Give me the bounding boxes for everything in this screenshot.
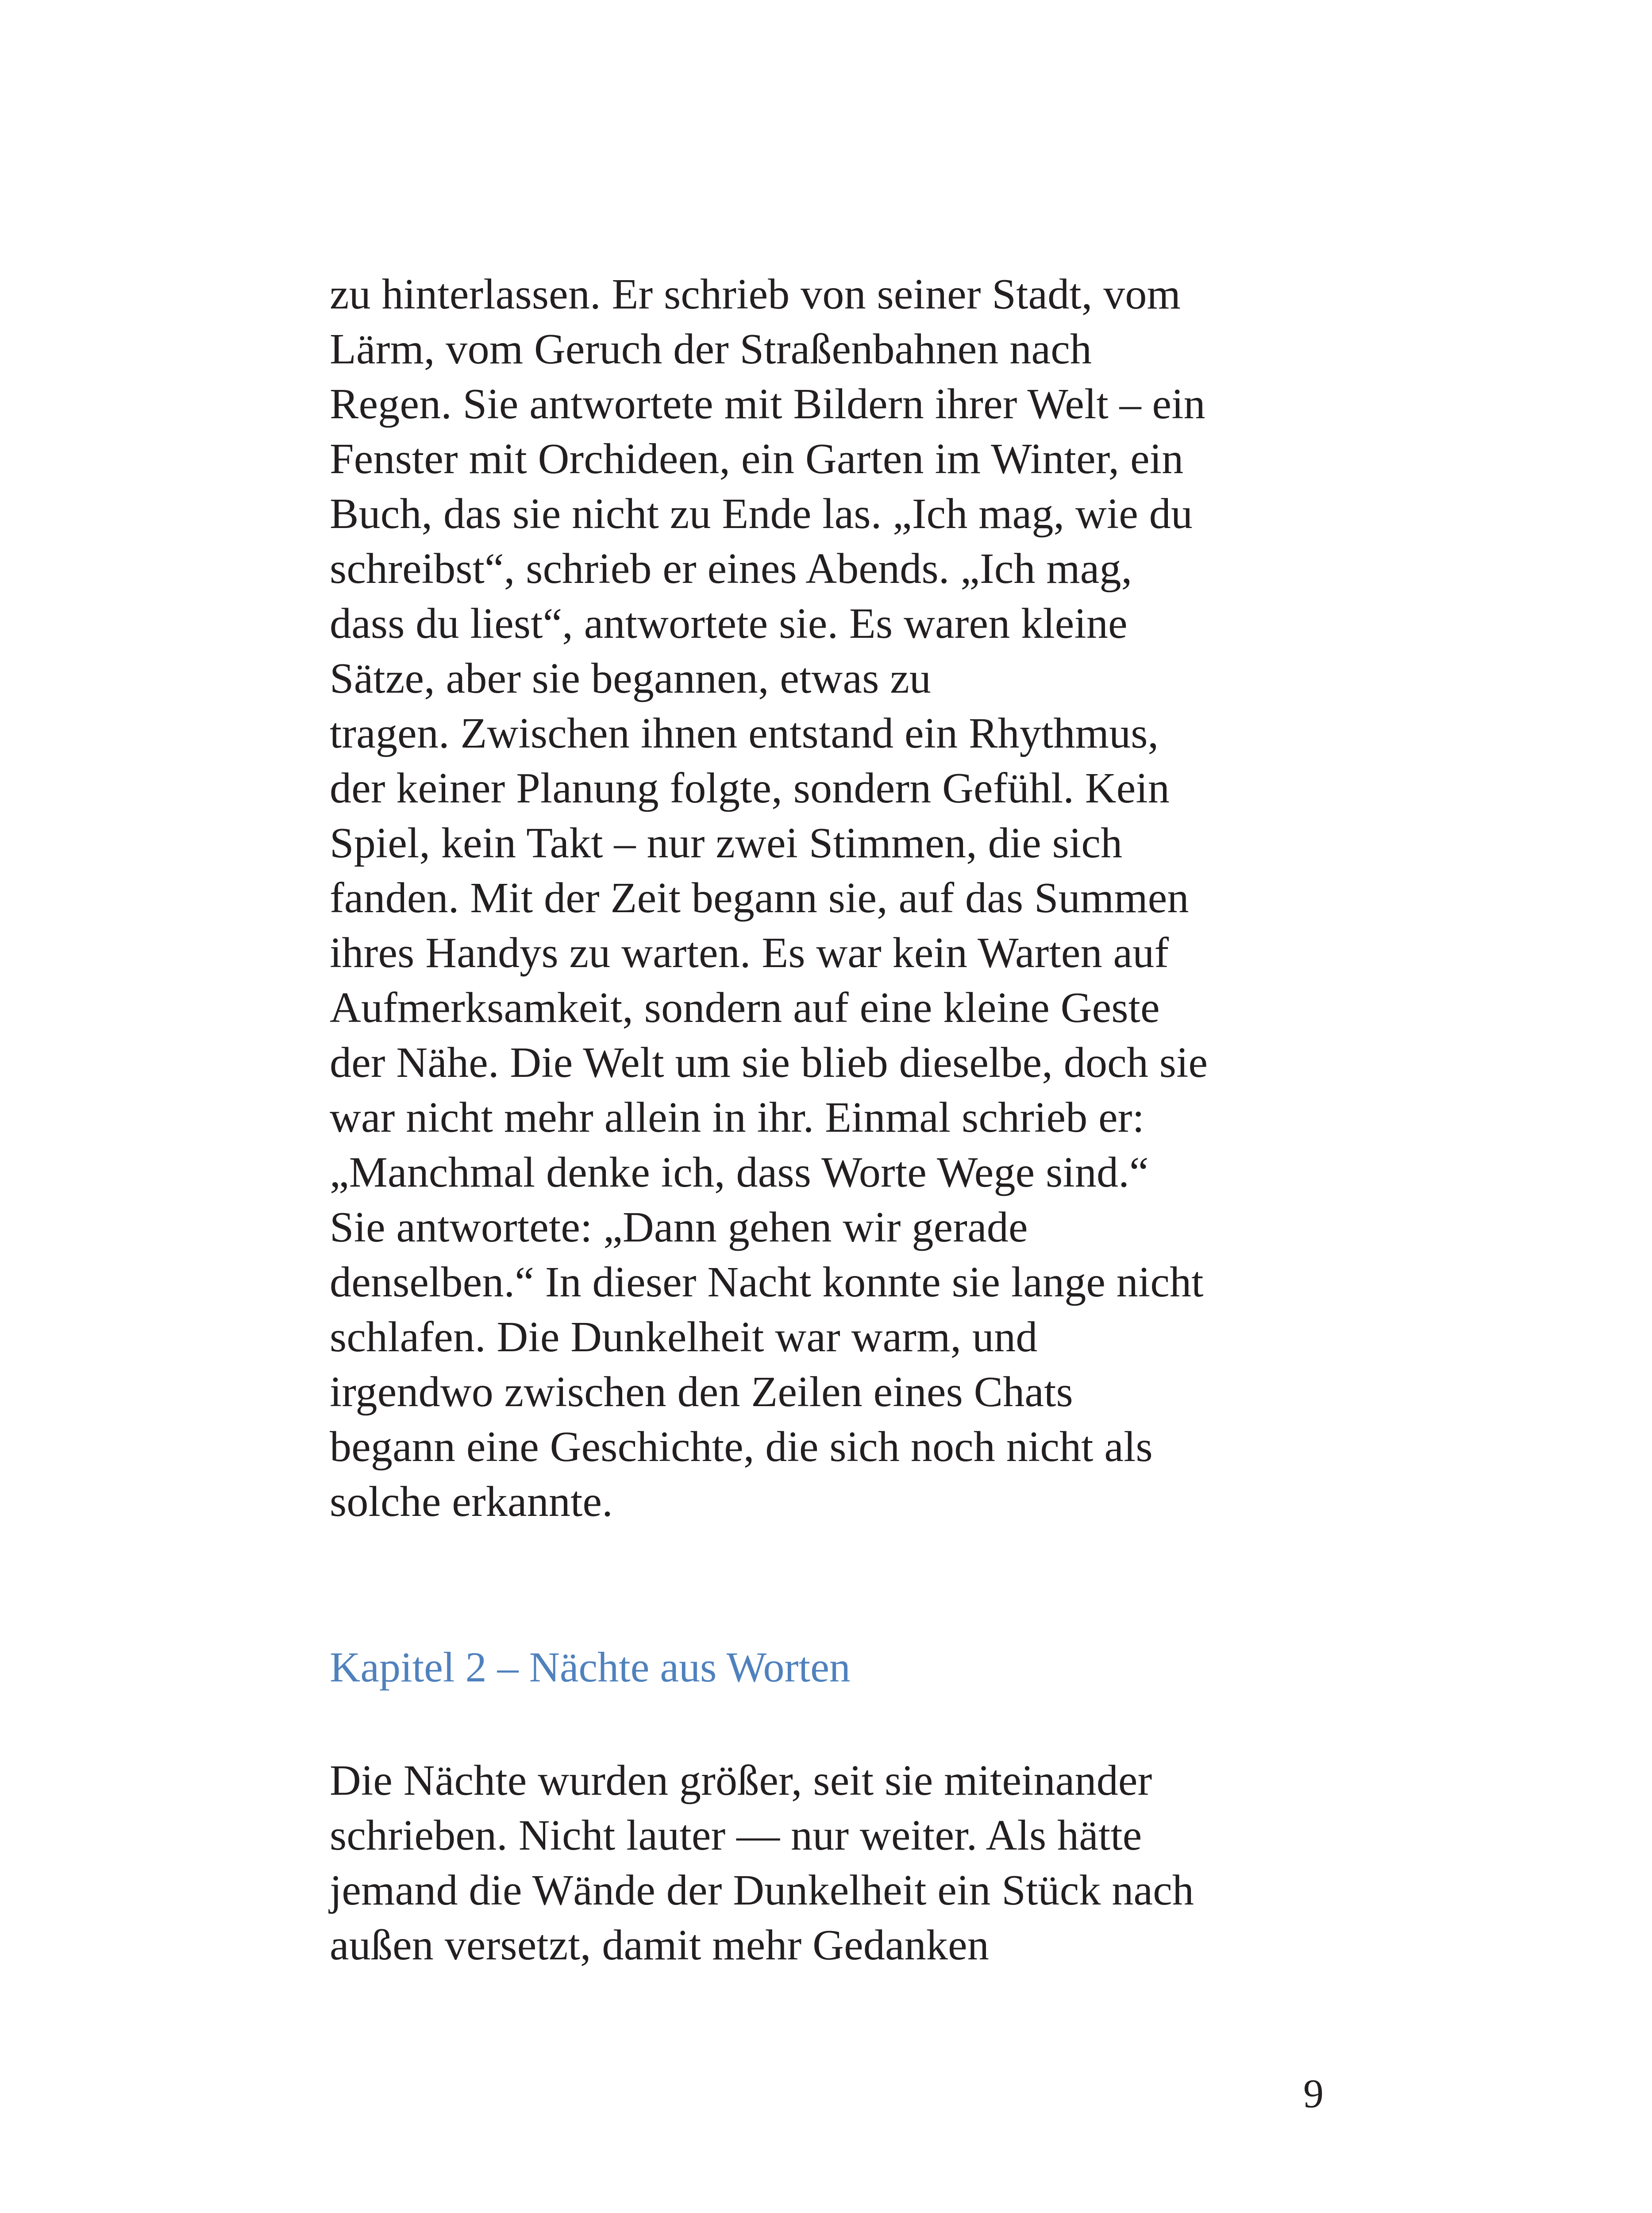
text-line: irgendwo zwischen den Zeilen eines Chats <box>330 1368 1073 1416</box>
text-line: der keiner Planung folgte, sondern Gefühl. Kein <box>330 764 1170 812</box>
text-line: jemand die Wände der Dunkelheit ein Stück nach <box>330 1866 1194 1914</box>
text-line: fanden. Mit der Zeit begann sie, auf das Summen <box>330 874 1189 922</box>
text-line: Spiel, kein Takt – nur zwei Stimmen, die sich <box>330 819 1123 867</box>
text-line: außen versetzt, damit mehr Gedanken <box>330 1921 990 1969</box>
text-line: Buch, das sie nicht zu Ende las. „Ich mag, wie du <box>330 490 1193 538</box>
chapter-heading: Kapitel 2 – Nächte aus Worten <box>330 1643 851 1691</box>
text-line: schlafen. Die Dunkelheit war warm, und <box>330 1313 1038 1361</box>
text-line: Sätze, aber sie begannen, etwas zu <box>330 655 932 702</box>
text-line: Sie antwortete: „Dann gehen wir gerade <box>330 1203 1028 1251</box>
text-line: zu hinterlassen. Er schrieb von seiner Stadt, vom <box>330 270 1181 318</box>
text-line: Lärm, vom Geruch der Straßenbahnen nach <box>330 325 1092 373</box>
text-line: dass du liest“, antwortete sie. Es waren kleine <box>330 600 1128 648</box>
text-line: Regen. Sie antwortete mit Bildern ihrer Welt – ein <box>330 380 1205 428</box>
text-line: Aufmerksamkeit, sondern auf eine kleine Geste <box>330 984 1160 1032</box>
text-line: Fenster mit Orchideen, ein Garten im Winter, ein <box>330 435 1184 483</box>
text-line: solche erkannte. <box>330 1478 613 1526</box>
text-line: ihres Handys zu warten. Es war kein Warten auf <box>330 929 1169 977</box>
text-line: „Manchmal denke ich, dass Worte Wege sind.“ <box>330 1149 1149 1196</box>
text-line: Die Nächte wurden größer, seit sie miteinander <box>330 1757 1152 1804</box>
text-line: tragen. Zwischen ihnen entstand ein Rhythmus, <box>330 709 1159 757</box>
text-line: schrieben. Nicht lauter — nur weiter. Als hätte <box>330 1812 1142 1859</box>
text-line: begann eine Geschichte, die sich noch nicht als <box>330 1423 1153 1471</box>
text-line: der Nähe. Die Welt um sie blieb dieselbe, doch sie <box>330 1039 1208 1087</box>
text-line: war nicht mehr allein in ihr. Einmal schrieb er: <box>330 1094 1145 1141</box>
text-line: denselben.“ In dieser Nacht konnte sie lange nicht <box>330 1258 1204 1306</box>
page-number: 9 <box>1303 2071 1324 2116</box>
text-line: schreibst“, schrieb er eines Abends. „Ich mag, <box>330 545 1132 593</box>
